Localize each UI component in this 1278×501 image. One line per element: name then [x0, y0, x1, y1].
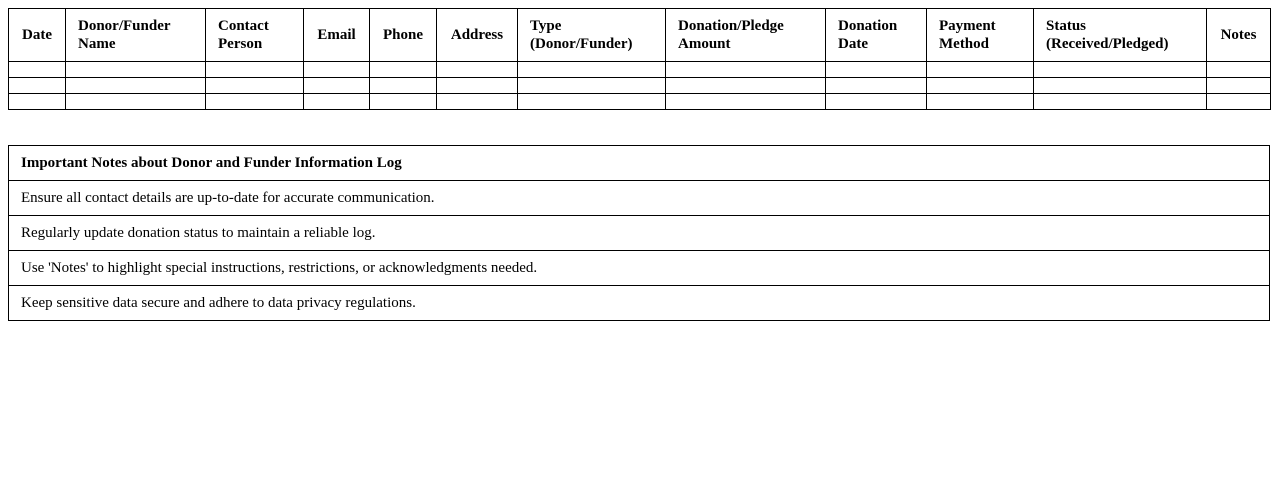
table-cell[interactable] [518, 78, 666, 94]
column-header-donation-pledge-amount: Donation/Pledge Amount [666, 9, 826, 62]
important-notes-table [8, 145, 1270, 321]
note-row [9, 216, 1270, 251]
note-item: Regularly update donation status to maintain a reliable log. [9, 216, 1270, 251]
note-item: Use 'Notes' to highlight special instructions, restrictions, or acknowledgments needed. [9, 251, 1270, 286]
table-cell[interactable] [370, 78, 437, 94]
table-row [9, 94, 1271, 110]
table-cell[interactable] [927, 94, 1034, 110]
table-cell[interactable] [304, 62, 370, 78]
column-header-status: Status (Received/Pledged) [1034, 9, 1207, 62]
column-header-notes: Notes [1207, 9, 1271, 62]
column-header-type: Type (Donor/Funder) [518, 9, 666, 62]
notes-heading: Important Notes about Donor and Funder Information Log [9, 146, 1270, 181]
table-cell[interactable] [206, 94, 304, 110]
table-cell[interactable] [826, 78, 927, 94]
table-cell[interactable] [206, 62, 304, 78]
table-cell[interactable] [9, 78, 66, 94]
table-cell[interactable] [666, 94, 826, 110]
notes-heading-row [9, 146, 1270, 181]
table-cell[interactable] [370, 94, 437, 110]
column-header-donor-funder-name: Donor/Funder Name [66, 9, 206, 62]
table-cell[interactable] [1207, 62, 1271, 78]
table-cell[interactable] [1034, 94, 1207, 110]
table-header-row [9, 9, 1271, 62]
table-cell[interactable] [9, 62, 66, 78]
table-cell[interactable] [1034, 62, 1207, 78]
donor-funder-log-table [8, 8, 1271, 110]
table-cell[interactable] [518, 62, 666, 78]
table-row [9, 78, 1271, 94]
column-header-donation-date: Donation Date [826, 9, 927, 62]
table-cell[interactable] [66, 78, 206, 94]
column-header-address: Address [437, 9, 518, 62]
table-cell[interactable] [9, 94, 66, 110]
note-row [9, 251, 1270, 286]
note-item: Keep sensitive data secure and adhere to data privacy regulations. [9, 286, 1270, 321]
table-cell[interactable] [437, 62, 518, 78]
table-cell[interactable] [66, 94, 206, 110]
table-cell[interactable] [437, 78, 518, 94]
note-row [9, 181, 1270, 216]
table-cell[interactable] [826, 62, 927, 78]
note-row [9, 286, 1270, 321]
table-cell[interactable] [666, 62, 826, 78]
table-cell[interactable] [1034, 78, 1207, 94]
table-cell[interactable] [1207, 78, 1271, 94]
table-cell[interactable] [370, 62, 437, 78]
column-header-email: Email [304, 9, 370, 62]
table-cell[interactable] [304, 78, 370, 94]
column-header-date: Date [9, 9, 66, 62]
column-header-phone: Phone [370, 9, 437, 62]
table-cell[interactable] [304, 94, 370, 110]
table-cell[interactable] [666, 78, 826, 94]
column-header-contact-person: Contact Person [206, 9, 304, 62]
table-cell[interactable] [826, 94, 927, 110]
table-cell[interactable] [206, 78, 304, 94]
column-header-payment-method: Payment Method [927, 9, 1034, 62]
table-row [9, 62, 1271, 78]
note-item: Ensure all contact details are up-to-date for accurate communication. [9, 181, 1270, 216]
table-cell[interactable] [437, 94, 518, 110]
table-cell[interactable] [927, 62, 1034, 78]
table-cell[interactable] [518, 94, 666, 110]
table-cell[interactable] [927, 78, 1034, 94]
table-body [9, 62, 1271, 110]
table-cell[interactable] [1207, 94, 1271, 110]
table-cell[interactable] [66, 62, 206, 78]
